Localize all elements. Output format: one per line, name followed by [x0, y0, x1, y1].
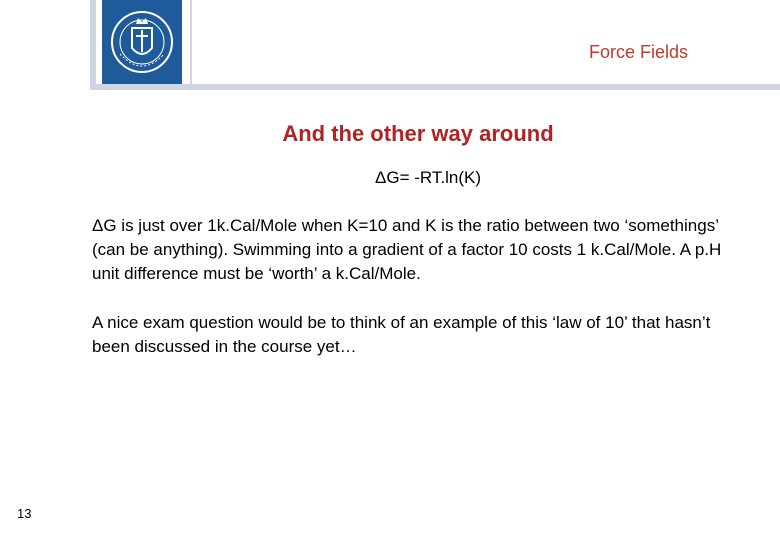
- body-paragraph-2: A nice exam question would be to think of an example of this ‘law of 10’ that hasn’t been discussed in the course yet…: [92, 313, 711, 356]
- page-number: 13: [17, 506, 32, 521]
- section-title: Force Fields: [588, 42, 688, 62]
- header-divider: [190, 0, 192, 84]
- university-seal-logo: [108, 6, 176, 78]
- slide-heading: And the other way around: [282, 121, 554, 146]
- formula-text: ΔG= -RT.ln(K): [375, 168, 481, 187]
- body-paragraph-1: ΔG is just over 1k.Cal/Mole when K=10 and K is the ratio between two ‘somethings’ (can be anything). Swimming into a gradient of a factor 10 costs 1 k.Cal/Mole. A p.H unit difference must be ‘worth’ a k.Cal/Mole.: [92, 216, 722, 283]
